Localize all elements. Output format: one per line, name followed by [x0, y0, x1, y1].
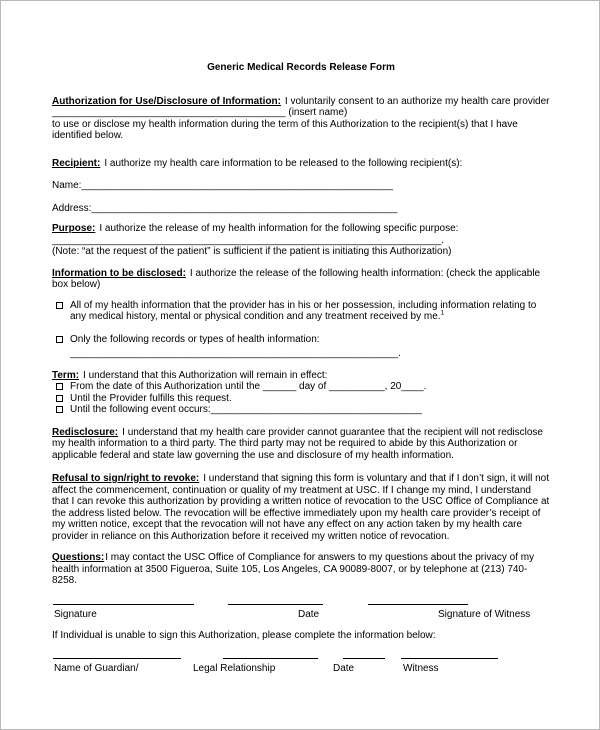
- term-heading: Term:: [52, 369, 80, 381]
- signature-label: Signature: [54, 608, 97, 620]
- authorization-body: to use or disclose my health information during the term of this Authorization to the recipient(s) that I have identified below.: [52, 118, 518, 141]
- recipient-text: I authorize my health care information to be released to the following recipient(s):: [104, 157, 463, 169]
- refusal-text: I understand that signing this form is voluntary and that if I don’t sign, it will not affect the commencement, continuation or quality of my treatment at USC. If I change my mind, I understand that I can revoke this authorization by providing a written notice of revocation to the USC Office of Compliance at the address listed below. The revocation will be effective immediately upon my health care provider’s receipt of my written notice, except that the revocation will not have any effect on any action taken by my health care provider in reliance on this Authorization before it received my written notice of revocation.: [52, 473, 550, 542]
- recipient-heading: Recipient:: [52, 157, 101, 169]
- purpose-heading: Purpose:: [52, 223, 96, 234]
- authorization-intro: I voluntarily consent to an authorize my health care provider: [284, 95, 550, 107]
- section-redisclosure: [52, 427, 550, 462]
- name-blank[interactable]: ________________________________________________________: [81, 180, 393, 191]
- purpose-blank[interactable]: ______________________________________________________________________.: [52, 234, 445, 246]
- redisclosure-text: I understand that my health care provider cannot guarantee that the recipient will not redisclose my health information to a third party. The third party may not be required to abide by this Authorization or applicable federal and state law governing the use and disclosure of my health information.: [52, 426, 543, 461]
- disclosure-heading: Information to be disclosed:: [52, 267, 186, 279]
- purpose-line: [52, 223, 550, 235]
- section-questions: [52, 552, 550, 587]
- guardian-name-label: Name of Guardian/: [54, 663, 139, 674]
- guardian-witness-label: Witness: [403, 663, 439, 674]
- insert-name-caption: (insert name): [285, 107, 348, 118]
- guardian-row: [52, 654, 550, 678]
- address-label: Address:: [52, 202, 92, 214]
- section-refusal: [52, 473, 550, 542]
- disclosure-option-records-only: [52, 334, 550, 360]
- guardian-name-line[interactable]: [53, 654, 181, 659]
- checkbox-icon[interactable]: [56, 302, 63, 309]
- option-text: From the date of this Authorization until the ______ day of __________, 20____.: [70, 381, 427, 392]
- provider-name-blank[interactable]: __________________________________________: [52, 107, 286, 118]
- legal-relationship-label: Legal Relationship: [193, 663, 276, 674]
- option-text: Until the following event occurs:______________________________________: [70, 404, 422, 415]
- term-option-provider-fulfills: [52, 393, 550, 405]
- term-option-event-occurs: [52, 404, 550, 416]
- form-title: Generic Medical Records Release Form: [207, 62, 395, 73]
- section-authorization: [52, 96, 550, 142]
- witness-signature-label: Signature of Witness: [438, 608, 531, 620]
- disclosure-option-all-info: [52, 300, 550, 323]
- questions-heading: Questions:: [52, 552, 105, 563]
- records-blank[interactable]: ___________________________________________________________.: [70, 348, 401, 359]
- date-line[interactable]: [228, 600, 323, 605]
- guardian-date-line[interactable]: [343, 654, 385, 659]
- guardian-witness-line[interactable]: [401, 654, 498, 659]
- purpose-text: I authorize the release of my health information for the following specific purpose:: [99, 223, 459, 234]
- refusal-heading: Refusal to sign/right to revoke:: [52, 473, 200, 484]
- recipient-name-row: [52, 180, 550, 192]
- checkbox-icon[interactable]: [56, 395, 63, 402]
- checkbox-icon[interactable]: [56, 383, 63, 390]
- guardian-date-label: Date: [333, 663, 355, 674]
- document-content: [1, 62, 599, 678]
- purpose-note: (Note: “at the request of the patient” is sufficient if the patient is initiating this Authorization): [52, 246, 452, 257]
- option-text: All of my health information that the provider has in his or her possession, including information relating to any medical history, mental or physical condition and any treatment received by me.: [70, 299, 537, 322]
- redisclosure-heading: Redisclosure:: [52, 426, 119, 438]
- checkbox-icon[interactable]: [56, 336, 63, 343]
- date-label: Date: [298, 608, 320, 620]
- section-term: [52, 370, 550, 416]
- option-text: Only the following records or types of health information:: [70, 333, 320, 345]
- option-text: Until the Provider fulfills this request.: [70, 392, 232, 404]
- footnote-marker: 1: [440, 309, 445, 317]
- disclosure-text: I authorize the release of the following health information: (check the applicable box below): [52, 267, 541, 290]
- address-blank[interactable]: _______________________________________________________: [91, 202, 398, 214]
- recipient-address-row: [52, 203, 550, 215]
- questions-text: I may contact the USC Office of Compliance for answers to my questions about the privacy of my health information at 3500 Figueroa, Suite 105, Los Angeles, CA 90089-8007, or by telephone at (213) 740-8258.: [52, 552, 535, 586]
- section-recipient: [52, 158, 550, 170]
- checkbox-icon[interactable]: [56, 406, 63, 413]
- witness-signature-line[interactable]: [368, 600, 468, 605]
- signature-row: [52, 600, 550, 622]
- authorization-heading: Authorization for Use/Disclosure of Information:: [52, 95, 281, 107]
- term-option-until-date: [52, 381, 550, 393]
- signature-line[interactable]: [53, 600, 194, 605]
- legal-relationship-line[interactable]: [223, 654, 318, 659]
- term-line: [52, 370, 550, 382]
- unable-to-sign-text: If Individual is unable to sign this Authorization, please complete the information below:: [52, 629, 436, 641]
- section-disclosure: [52, 268, 550, 291]
- term-text: I understand that this Authorization will remain in effect:: [83, 369, 328, 381]
- name-label: Name:: [52, 180, 82, 191]
- section-purpose: [52, 223, 550, 258]
